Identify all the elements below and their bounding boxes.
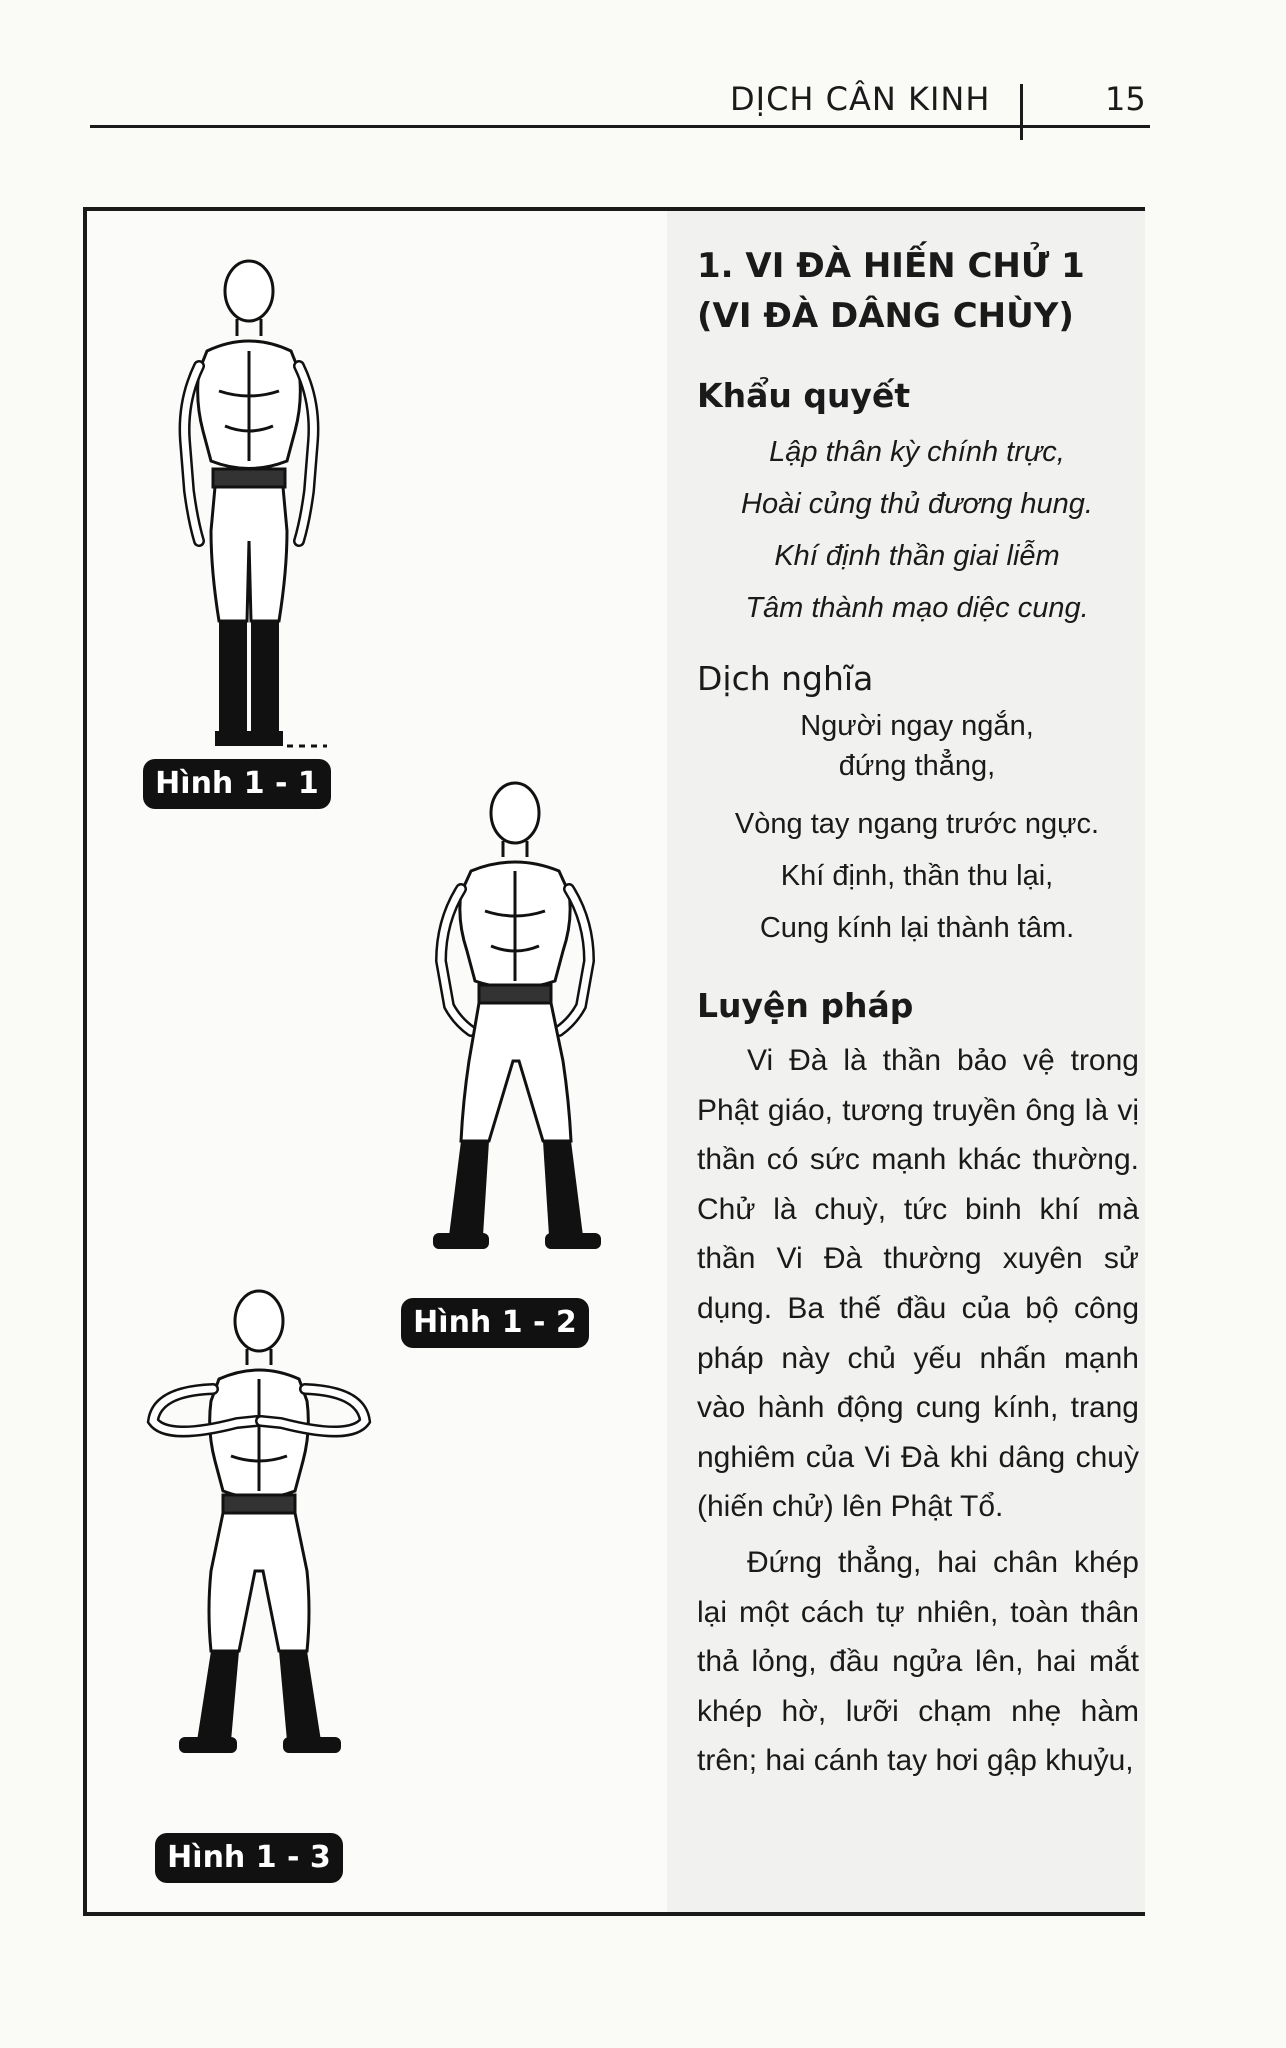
- figure-1-2-label: Hình 1 - 2: [401, 1298, 589, 1348]
- khau-quyet-verse: [697, 426, 1137, 634]
- section-heading-line2: (VI ĐÀ DÂNG CHÙY): [697, 296, 1074, 336]
- running-head: [0, 0, 1286, 140]
- khau-quyet-heading: Khẩu quyết: [697, 376, 911, 415]
- header-divider-tick: [1020, 84, 1023, 140]
- body-paragraph: Vi Đà là thần bảo vệ trong Phật giáo, tương truyền ông là vị thần có sức mạnh khác thường. Chử là chuỳ, tức binh khí mà thần Vi Đà thường xuyên sử dụng. Ba thế đầu của bộ công pháp này chủ yếu nhấn mạnh vào hành động cung kính, trang nghiêm của Vi Đà khi dâng chuỳ (hiến chử) lên Phật Tổ.: [697, 1044, 1139, 1524]
- dich-nghia-verse: [697, 706, 1137, 954]
- content-frame: [83, 207, 1145, 1916]
- figure-1-1-illustration: [127, 241, 367, 801]
- figure-1-3-label: Hình 1 - 3: [155, 1833, 343, 1883]
- verse-line: Khí định, thần thu lại,: [780, 860, 1054, 892]
- verse-line: Hoài củng thủ đương hung.: [741, 488, 1093, 520]
- figure-1-3-illustration: [127, 1271, 387, 1811]
- luyen-phap-heading: Luyện pháp: [697, 986, 914, 1025]
- section-heading: [697, 241, 1147, 341]
- figure-1-1-label: Hình 1 - 1: [143, 759, 331, 809]
- verse-line: Vòng tay ngang trước ngực.: [734, 808, 1100, 840]
- verse-line: Cung kính lại thành tâm.: [759, 912, 1075, 944]
- verse-line: Người ngay ngắn,: [800, 710, 1034, 742]
- section-heading-line1: 1. VI ĐÀ HIẾN CHỬ 1: [697, 246, 1085, 286]
- figure-1-2-illustration: [387, 771, 647, 1271]
- luyen-phap-body: [697, 1036, 1139, 1786]
- verse-line: Lập thân kỳ chính trực,: [769, 436, 1065, 468]
- verse-line: Khí định thần giai liễm: [774, 540, 1060, 572]
- running-head-title: DỊCH CÂN KINH: [730, 80, 991, 118]
- body-paragraph: Đứng thẳng, hai chân khép lại một cách tự nhiên, toàn thân thả lỏng, đầu ngửa lên, hai mắt khép hờ, lưỡi chạm nhẹ hàm trên; hai cánh tay hơi gập khuỷu,: [697, 1545, 1139, 1778]
- verse-line: Tâm thành mạo diệc cung.: [745, 592, 1089, 624]
- verse-line: đứng thẳng,: [838, 750, 996, 782]
- dich-nghia-heading: Dịch nghĩa: [697, 659, 874, 698]
- header-rule: [90, 125, 1150, 128]
- page-number: 15: [1105, 80, 1146, 118]
- figure-column: [87, 211, 667, 1912]
